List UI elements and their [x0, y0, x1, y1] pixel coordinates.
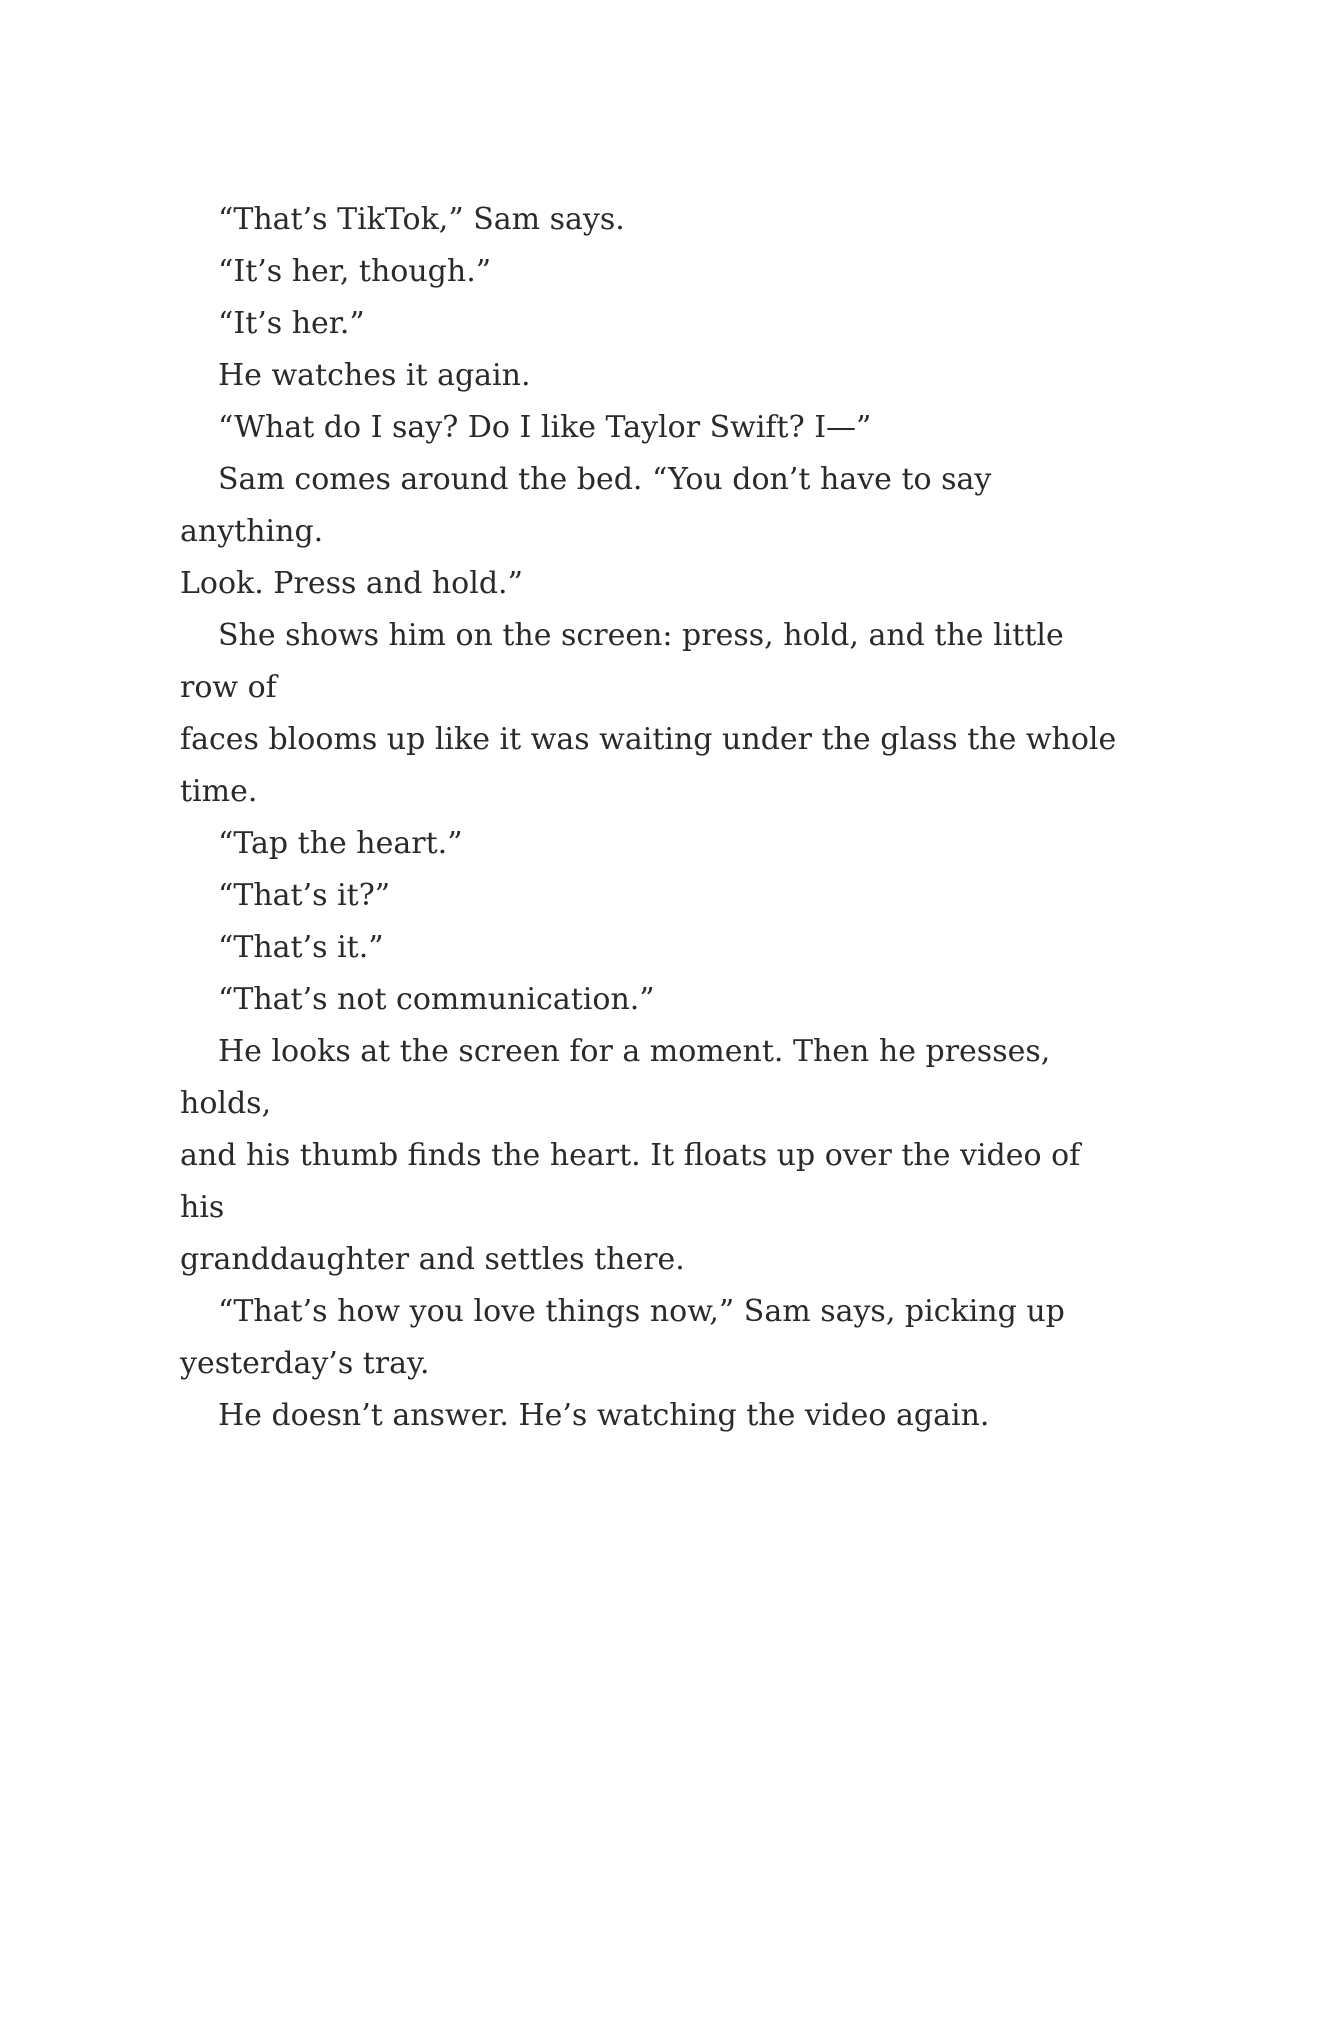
paragraph: “What do I say? Do I like Taylor Swift? I—”	[218, 410, 872, 445]
paragraph: “It’s her, though.”	[218, 254, 492, 289]
paragraph: “Tap the heart.”	[218, 826, 463, 861]
paragraph: “That’s TikTok,” Sam says.	[218, 202, 625, 237]
body-text	[180, 194, 1120, 1442]
paragraph: She shows him on the screen: press, hold, and the little row of faces blooms up like it was waiting under the glass the whole time.	[180, 618, 1117, 809]
paragraph: Sam comes around the bed. “You don’t have to say anything. Look. Press and hold.”	[180, 462, 992, 601]
paragraph: “That’s not communication.”	[218, 982, 655, 1017]
paragraph: He looks at the screen for a moment. Then he presses, holds, and his thumb finds the heart. It floats up over the video of his granddaughter and settles there.	[180, 1034, 1081, 1277]
paragraph: “That’s it?”	[218, 878, 391, 913]
paragraph: He watches it again.	[218, 358, 531, 393]
paragraph: “It’s her.”	[218, 306, 365, 341]
paragraph: “That’s it.”	[218, 930, 384, 965]
paragraph: He doesn’t answer. He’s watching the video again.	[218, 1398, 990, 1433]
paragraph: “That’s how you love things now,” Sam says, picking up yesterday’s tray.	[180, 1294, 1065, 1381]
